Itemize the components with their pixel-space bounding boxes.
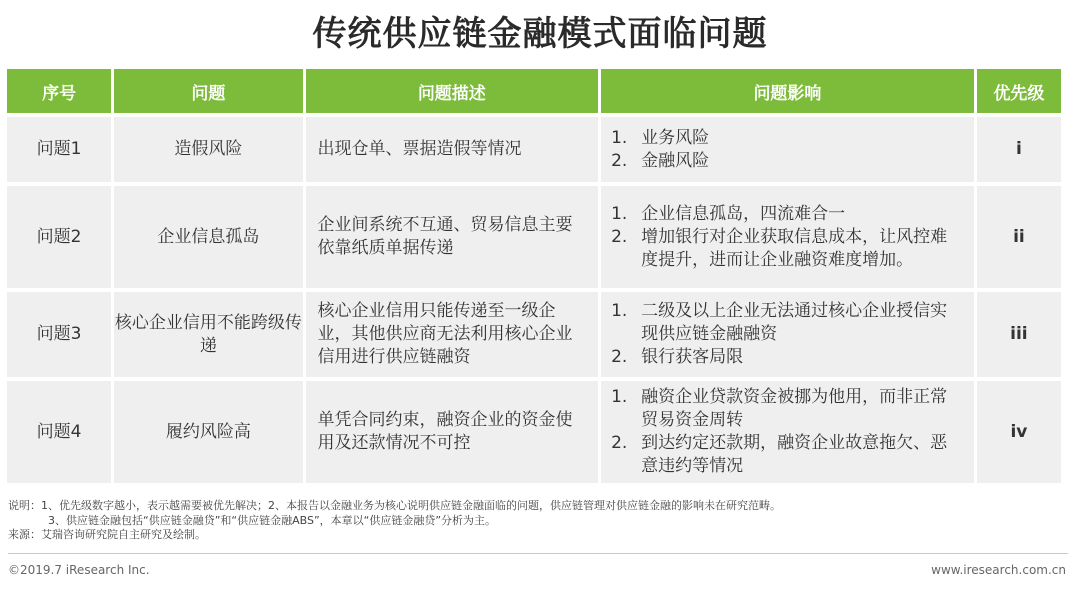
impact-item: 1. 二级及以上企业无法通过核心企业授信实现供应链金融融资 <box>611 301 948 344</box>
row-num: 问题1 <box>7 117 111 186</box>
header-problem: 问题 <box>114 69 302 117</box>
row-description: 核心企业信用只能传递至一级企业，其他供应商无法利用核心企业信用进行供应链融资 <box>306 292 599 381</box>
header-num: 序号 <box>7 69 111 117</box>
impact-item: 2. 到达约定还款期，融资企业故意拖欠、恶意违约等情况 <box>611 433 948 476</box>
row-description: 单凭合同约束，融资企业的资金使用及还款情况不可控 <box>306 381 599 487</box>
row-problem: 企业信息孤岛 <box>114 186 302 292</box>
row-impacts <box>601 186 974 292</box>
row-problem: 核心企业信用不能跨级传递 <box>114 292 302 381</box>
row-description: 企业间系统不互通、贸易信息主要依靠纸质单据传递 <box>306 186 599 292</box>
row-problem: 造假风险 <box>114 117 302 186</box>
row-priority: i <box>977 117 1061 186</box>
notes <box>8 499 1068 543</box>
website-link[interactable]: www.iresearch.com.cn <box>931 563 1066 577</box>
row-priority: ii <box>977 186 1061 292</box>
table-row <box>7 292 1061 381</box>
row-problem: 履约风险高 <box>114 381 302 487</box>
row-priority: iii <box>977 292 1061 381</box>
impact-item: 1. 业务风险 <box>611 127 710 148</box>
page-title: 传统供应链金融模式面临问题 <box>312 14 768 54</box>
row-num: 问题4 <box>7 381 111 487</box>
row-num: 问题3 <box>7 292 111 381</box>
note-line-1: 说明：1、优先级数字越小，表示越需要被优先解决；2、本报告以金融业务为核心说明供应链金融面临的问题，供应链管理对供应链金融的影响未在研究范畴。 <box>8 499 781 512</box>
row-description: 出现仓单、票据造假等情况 <box>306 117 599 186</box>
row-impacts <box>601 117 974 186</box>
table-row <box>7 117 1061 186</box>
header-description: 问题描述 <box>306 69 599 117</box>
footer-divider <box>8 553 1068 554</box>
row-impacts <box>601 381 974 487</box>
table-row <box>7 186 1061 292</box>
header-impact: 问题影响 <box>601 69 974 117</box>
table-row <box>7 381 1061 487</box>
row-impacts <box>601 292 974 381</box>
header-priority: 优先级 <box>977 69 1061 117</box>
impact-item: 1. 企业信息孤岛，四流难合一 <box>611 203 846 224</box>
impact-item: 1. 融资企业贷款资金被挪为他用，而非正常贸易资金周转 <box>611 387 948 430</box>
table-header-row <box>7 69 1061 117</box>
impact-item: 2. 银行获客局限 <box>611 347 744 367</box>
source-line: 来源：艾瑞咨询研究院自主研究及绘制。 <box>8 528 206 541</box>
row-num: 问题2 <box>7 186 111 292</box>
row-priority: iv <box>977 381 1061 487</box>
copyright: ©2019.7 iResearch Inc. <box>8 563 150 577</box>
impact-item: 2. 增加银行对企业获取信息成本，让风控难度提升，进而让企业融资难度增加。 <box>611 226 948 270</box>
impact-item: 2. 金融风险 <box>611 150 710 171</box>
problems-table <box>4 69 1064 487</box>
note-line-2: 3、供应链金融包括“供应链金融贷”和“供应链金融ABS”，本章以“供应链金融贷”分析为主。 <box>48 513 497 527</box>
